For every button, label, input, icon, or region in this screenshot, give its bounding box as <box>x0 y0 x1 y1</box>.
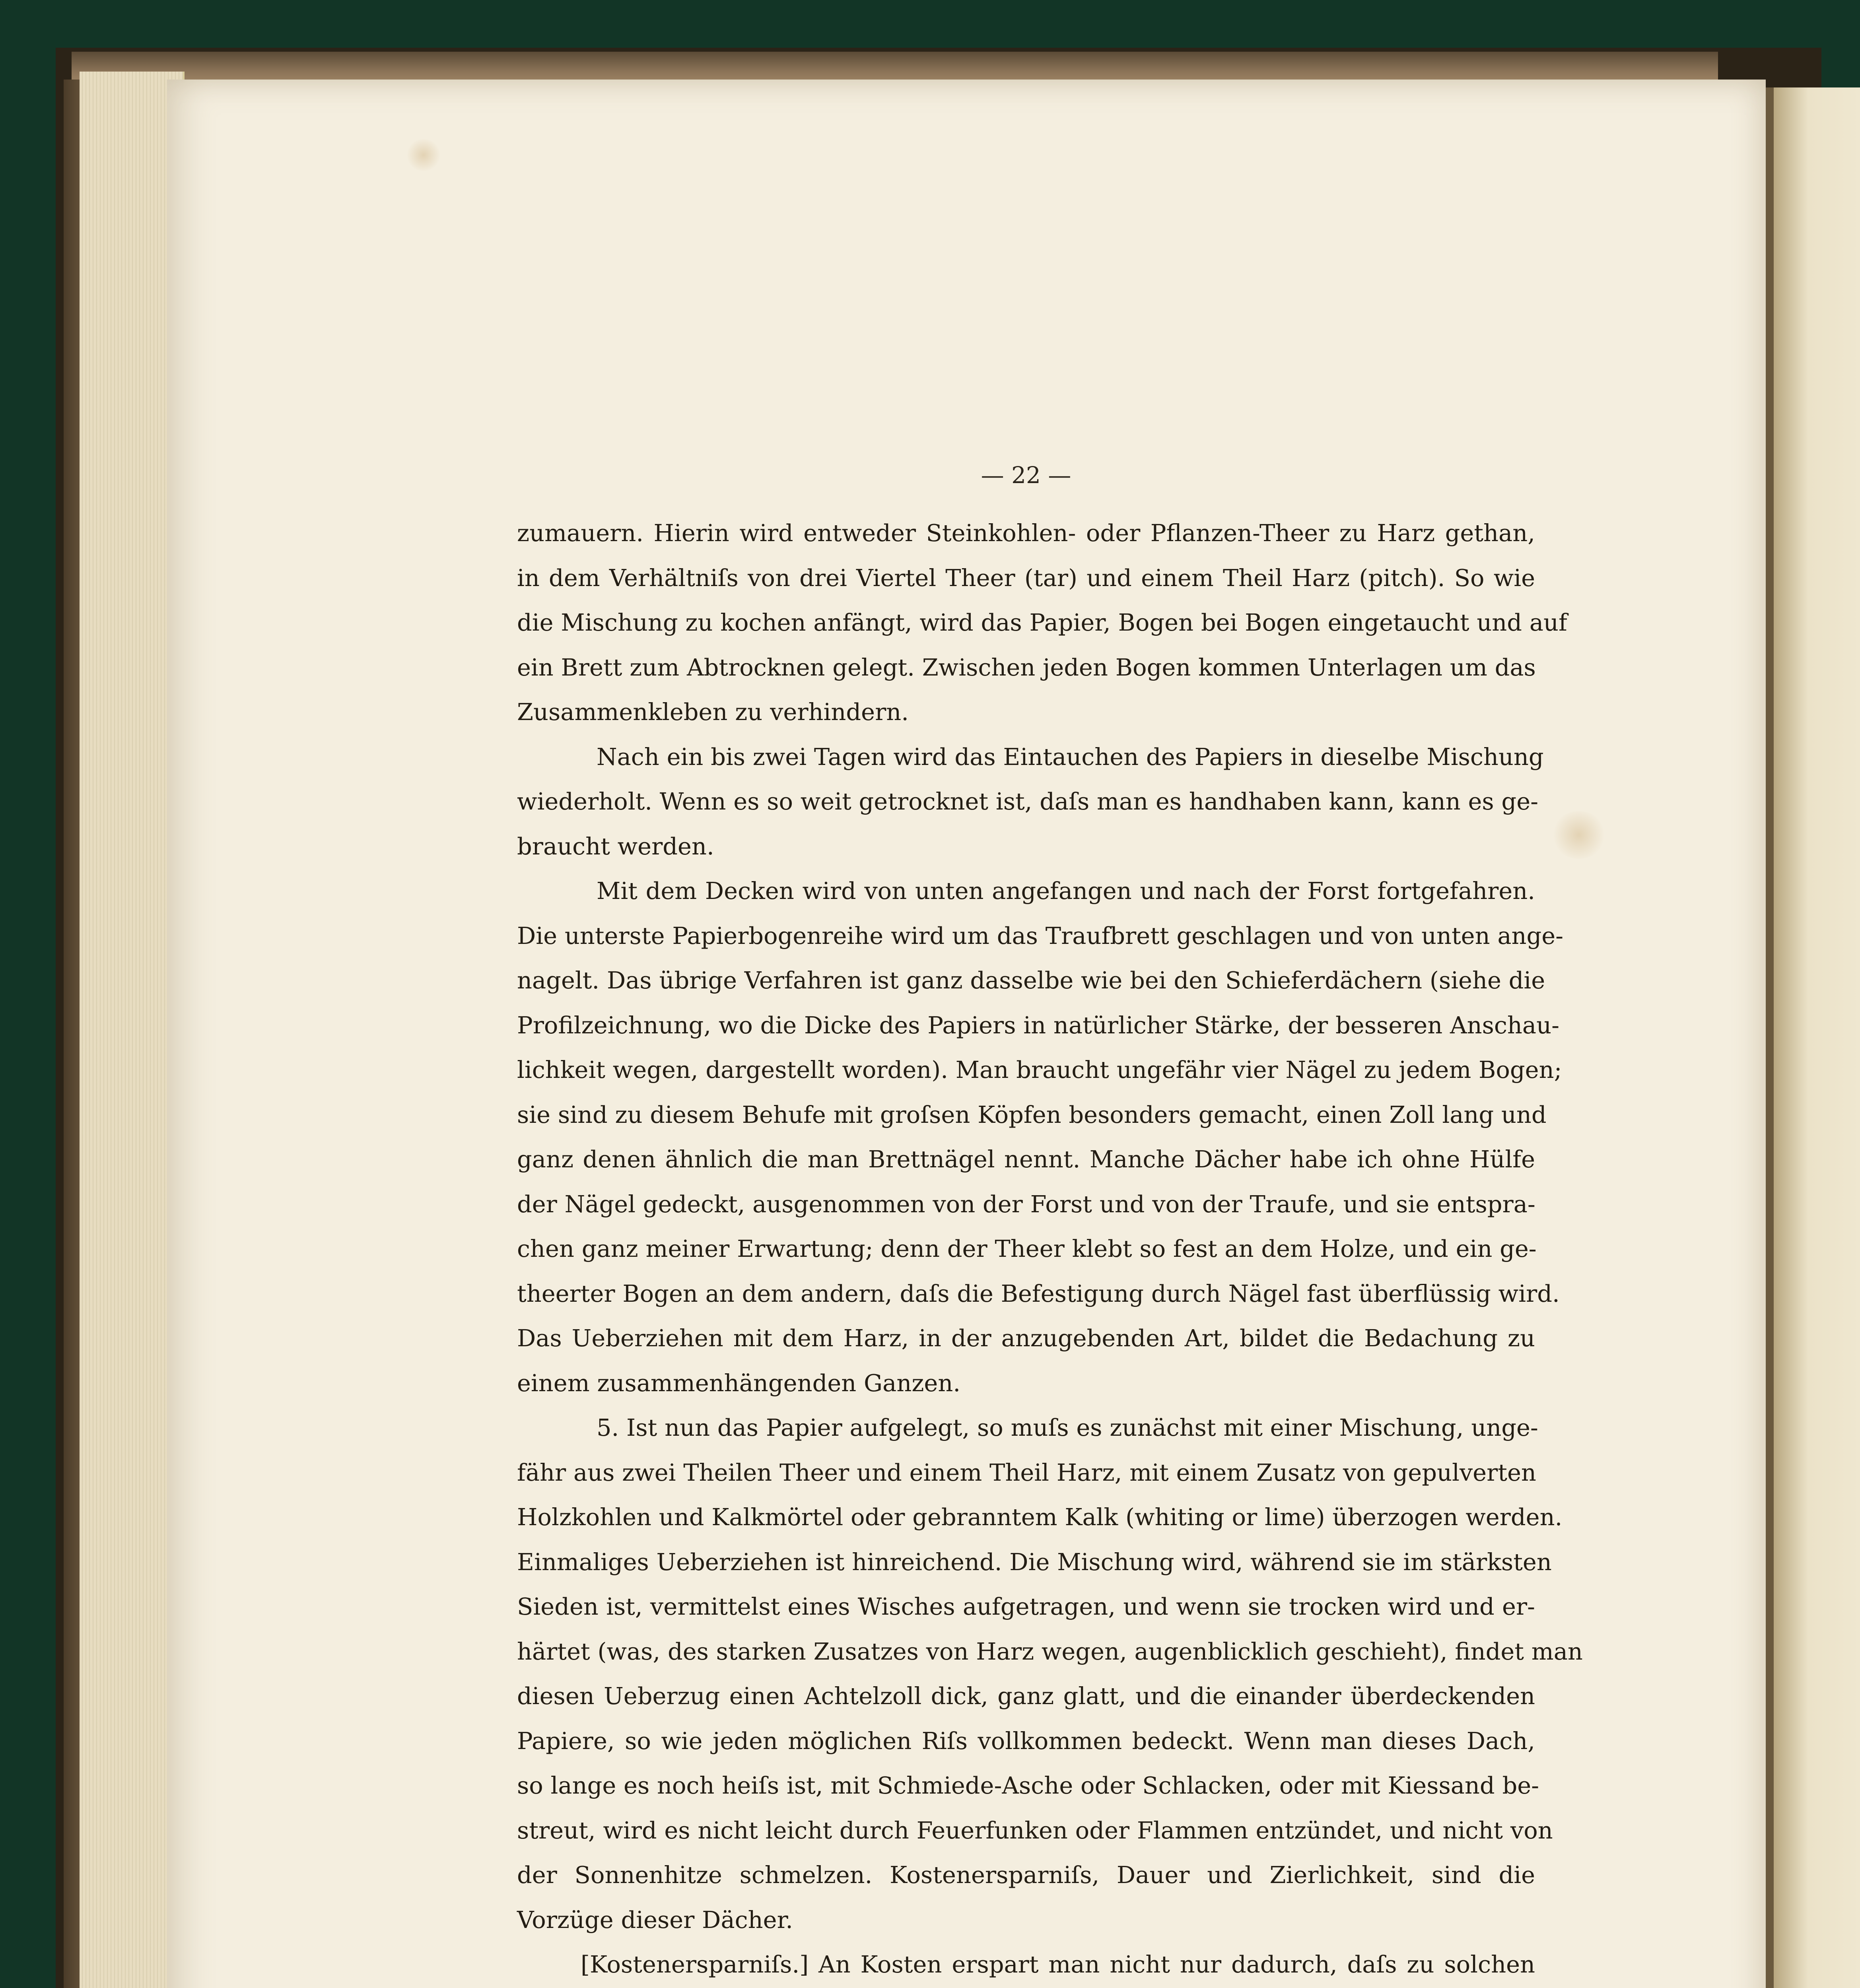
text-line: Die unterste Papierbogenreihe wird um das Traufbrett geschlagen und von unten ange- <box>517 922 1564 949</box>
text-line: streut, wird es nicht leicht durch Feuerfunken oder Flammen entzündet, und nicht von <box>517 1816 1553 1844</box>
text-line: so lange es noch heiſs ist, mit Schmiede-Asche oder Schlacken, oder mit Kiessand be- <box>517 1772 1539 1799</box>
foxing-stain <box>1551 811 1607 859</box>
text-line: braucht werden. <box>517 832 714 860</box>
page-number: — 22 — <box>981 462 1071 489</box>
text-line: Mit dem Decken wird von unten angefangen und nach der Forst fortgefahren. <box>597 877 1535 905</box>
text-line: Zusammenkleben zu verhindern. <box>517 698 909 726</box>
text-line: Papiere, so wie jeden möglichen Riſs vollkommen bedeckt. Wenn man dieses Dach, <box>517 1727 1535 1755</box>
text-line: Das Ueberziehen mit dem Harz, in der anzugebenden Art, bildet die Bedachung zu <box>517 1324 1535 1352</box>
text-line: Profilzeichnung, wo die Dicke des Papiers in natürlicher Stärke, der besseren Anschau- <box>517 1011 1560 1039</box>
text-line: theerter Bogen an dem andern, daſs die Befestigung durch Nägel fast überflüssig wird. <box>517 1279 1560 1307</box>
text-line: härtet (was, des starken Zusatzes von Harz wegen, augenblicklich geschieht), findet man <box>517 1637 1583 1665</box>
text-line: die Mischung zu kochen anfängt, wird das Papier, Bogen bei Bogen eingetaucht und auf <box>517 609 1567 636</box>
foxing-stain <box>406 139 441 171</box>
facing-page-edge <box>1774 87 1860 1988</box>
text-line: einem zusammenhängenden Ganzen. <box>517 1369 961 1397</box>
text-line: [Kostenersparniſs.] An Kosten erspart man nicht nur dadurch, daſs zu solchen <box>581 1951 1535 1978</box>
text-line: diesen Ueberzug einen Achtelzoll dick, ganz glatt, und die einander überdeckenden <box>517 1682 1535 1710</box>
text-line: fähr aus zwei Theilen Theer und einem Theil Harz, mit einem Zusatz von gepulverten <box>517 1458 1536 1486</box>
body-text <box>517 511 1583 1988</box>
text-line: nagelt. Das übrige Verfahren ist ganz dasselbe wie bei den Schieferdächern (siehe die <box>517 967 1545 994</box>
text-line: Sieden ist, vermittelst eines Wisches aufgetragen, und wenn sie trocken wird und er- <box>517 1593 1535 1620</box>
text-line: lichkeit wegen, dargestellt worden). Man braucht ungefähr vier Nägel zu jedem Bogen; <box>517 1056 1562 1083</box>
text-line: ein Brett zum Abtrocknen gelegt. Zwischen jeden Bogen kommen Unterlagen um das <box>517 653 1536 681</box>
text-line: Holzkohlen und Kalkmörtel oder gebranntem Kalk (whiting or lime) überzogen werden. <box>517 1503 1563 1531</box>
text-line: zumauern. Hierin wird entweder Steinkohlen- oder Pflanzen-Theer zu Harz gethan, <box>517 519 1535 547</box>
text-line: der Nägel gedeckt, ausgenommen von der Forst und von der Traufe, und sie entspra- <box>517 1190 1535 1218</box>
text-line: Einmaliges Ueberziehen ist hinreichend. Die Mischung wird, während sie im stärksten <box>517 1548 1552 1576</box>
text-line: in dem Verhältniſs von drei Viertel Theer (tar) und einem Theil Harz (pitch). So wie <box>517 564 1535 592</box>
text-line: Nach ein bis zwei Tagen wird das Eintauchen des Papiers in dieselbe Mischung <box>597 743 1544 771</box>
text-line: ganz denen ähnlich die man Brettnägel nennt. Manche Dächer habe ich ohne Hülfe <box>517 1145 1535 1173</box>
text-line: wiederholt. Wenn es so weit getrocknet ist, daſs man es handhaben kann, kann es ge- <box>517 788 1539 815</box>
text-line: Vorzüge dieser Dächer. <box>517 1906 793 1934</box>
text-line: 5. Ist nun das Papier aufgelegt, so muſs es zunächst mit einer Mischung, unge- <box>597 1414 1538 1441</box>
text-line: sie sind zu diesem Behufe mit groſsen Köpfen besonders gemacht, einen Zoll lang und <box>517 1101 1547 1128</box>
text-line: der Sonnenhitze schmelzen. Kostenersparniſs, Dauer und Zierlichkeit, sind die <box>517 1861 1535 1889</box>
text-line: chen ganz meiner Erwartung; denn der Theer klebt so fest an dem Holze, und ein ge- <box>517 1235 1537 1262</box>
